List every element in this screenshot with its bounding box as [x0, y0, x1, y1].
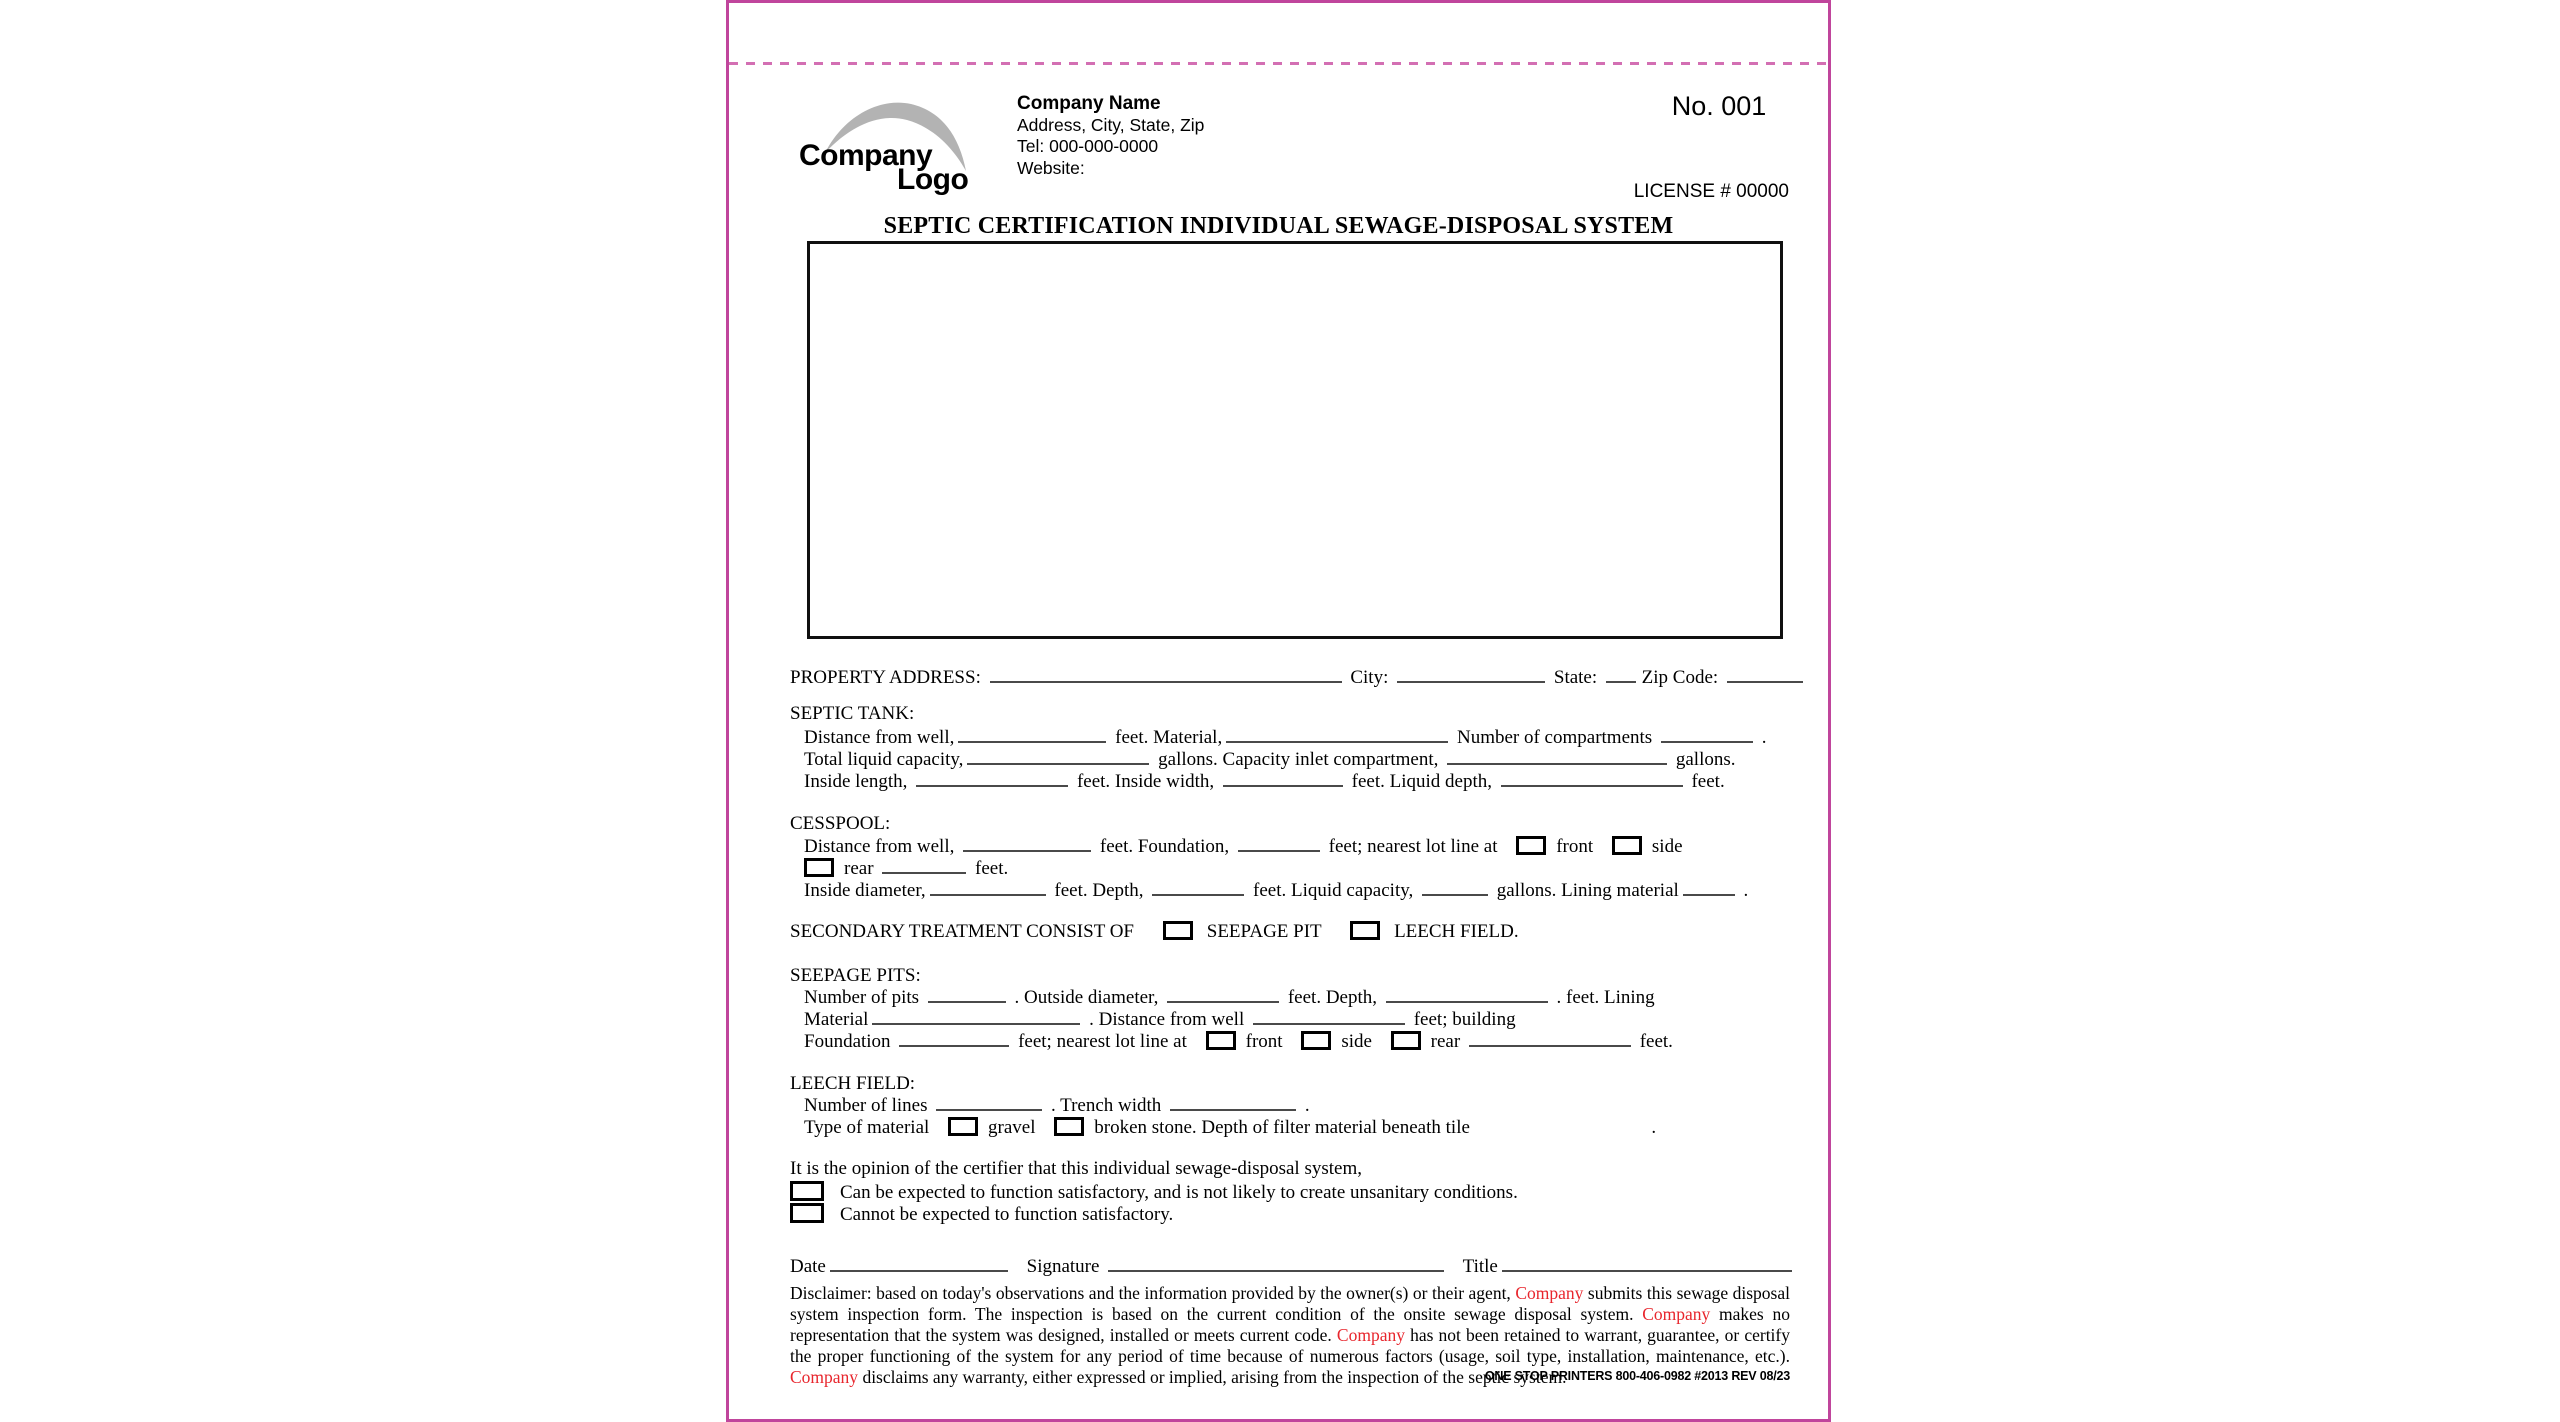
distance-from-well-blank[interactable]: [963, 837, 1091, 852]
form-title: SEPTIC CERTIFICATION INDIVIDUAL SEWAGE-DISPOSAL SYSTEM: [883, 213, 1674, 239]
rear-label: rear: [1430, 1031, 1461, 1052]
label: feet. Material,: [1115, 727, 1223, 748]
disclaimer-text: disclaims any warranty, either expressed or implied, arising from the inspection of the septic system.: [858, 1367, 1567, 1387]
front-label: front: [1556, 836, 1594, 857]
label: Number of compartments: [1456, 727, 1653, 748]
label: feet. Liquid capacity,: [1253, 880, 1414, 901]
septic-tank-line-2: [804, 749, 1736, 771]
leech-field-checkbox[interactable]: [1350, 921, 1380, 940]
label: Type of material: [804, 1117, 930, 1138]
label: feet. Inside width,: [1076, 771, 1215, 792]
septic-tank-line-3: [804, 771, 1725, 793]
secondary-treatment-line: [790, 921, 1519, 943]
seepage-pits-line-3: [804, 1031, 1673, 1053]
liquid-depth-blank[interactable]: [1501, 772, 1683, 787]
company-logo-text-top: Company: [799, 139, 933, 172]
label: feet. Liquid depth,: [1351, 771, 1492, 792]
label: .: [1304, 1095, 1310, 1116]
signature-label: Signature: [1026, 1256, 1100, 1277]
label: .: [1761, 727, 1767, 748]
label: Foundation: [804, 1031, 891, 1052]
distance-from-well-blank[interactable]: [958, 728, 1106, 743]
document-number: No. 001: [1671, 91, 1767, 121]
label: Material: [804, 1009, 869, 1030]
label: gallons.: [1675, 749, 1736, 770]
date-label: Date: [790, 1256, 826, 1277]
label: . Outside diameter,: [1014, 987, 1159, 1008]
label: feet; building: [1413, 1009, 1516, 1030]
cesspool-heading: CESSPOOL:: [790, 813, 891, 834]
rear-checkbox[interactable]: [804, 858, 834, 877]
liquid-capacity-blank[interactable]: [1422, 881, 1488, 896]
company-tel: Tel: 000-000-0000: [1017, 136, 1159, 156]
company-red-text: Company: [1642, 1304, 1711, 1324]
city-blank[interactable]: [1397, 668, 1545, 683]
outside-diameter-blank[interactable]: [1167, 988, 1279, 1003]
side-label: side: [1341, 1031, 1372, 1052]
rear-label: rear: [844, 858, 874, 879]
inside-diameter-blank[interactable]: [930, 881, 1046, 896]
label: Number of pits: [804, 987, 920, 1008]
company-logo-text-bottom: Logo: [897, 163, 969, 196]
capacity-inlet-blank[interactable]: [1447, 750, 1667, 765]
label: . feet. Lining: [1556, 987, 1655, 1008]
opinion-option-can: [790, 1181, 1518, 1204]
cesspool-line-1: [804, 836, 1683, 858]
number-of-lines-blank[interactable]: [936, 1096, 1042, 1111]
printer-info: ONE STOP PRINTERS 800-406-0982 #2013 REV 08/23: [1484, 1369, 1790, 1383]
can-function-label: Can be expected to function satisfactory, and is not likely to create unsanitary conditions.: [840, 1182, 1518, 1203]
number-of-pits-blank[interactable]: [928, 988, 1006, 1003]
disclaimer-text: has not been retained to warrant, guarantee, or certify the proper functioning of the system for any period of time because of numerous factors (usage, soil type, installation, maintenance, etc.).: [790, 1325, 1790, 1366]
opinion-option-cannot: [790, 1203, 1173, 1226]
seepage-pits-heading: SEEPAGE PITS:: [790, 965, 921, 986]
label: feet; nearest lot line at: [1328, 836, 1498, 857]
can-function-checkbox[interactable]: [790, 1181, 824, 1201]
side-label: side: [1651, 836, 1683, 857]
filter-depth-blank[interactable]: [1475, 1123, 1647, 1133]
perforation-dashed-line: [729, 62, 1828, 65]
company-red-text: Company: [1336, 1325, 1405, 1345]
label: Total liquid capacity,: [804, 749, 964, 770]
lining-material-blank[interactable]: [872, 1010, 1080, 1025]
secondary-treatment-label: SECONDARY TREATMENT CONSIST OF: [790, 921, 1134, 942]
label: . Trench width: [1050, 1095, 1162, 1116]
rear-feet-blank[interactable]: [1469, 1032, 1631, 1047]
label: Distance from well,: [804, 836, 955, 857]
rear-feet-blank[interactable]: [882, 859, 966, 874]
septic-tank-line-1: [804, 727, 1766, 749]
seepage-pit-label: SEEPAGE PIT: [1206, 921, 1322, 942]
label: feet.: [1691, 771, 1725, 792]
depth-blank[interactable]: [1152, 881, 1244, 896]
gravel-label: gravel: [988, 1117, 1036, 1138]
state-blank[interactable]: [1606, 668, 1636, 683]
total-liquid-capacity-blank[interactable]: [967, 750, 1149, 765]
seepage-pit-checkbox[interactable]: [1163, 921, 1193, 940]
distance-from-well-blank[interactable]: [1253, 1010, 1405, 1025]
title-label: Title: [1462, 1256, 1498, 1277]
company-address: Address, City, State, Zip: [1017, 114, 1205, 135]
company-red-text: Company: [1515, 1283, 1584, 1303]
sketch-area-box[interactable]: [807, 241, 1783, 639]
label: .: [1651, 1117, 1657, 1138]
cannot-function-label: Cannot be expected to function satisfactory.: [840, 1204, 1174, 1225]
rear-checkbox[interactable]: [1391, 1031, 1421, 1050]
title-blank[interactable]: [1502, 1257, 1792, 1272]
label: Inside length,: [804, 771, 908, 792]
label: Number of lines: [804, 1095, 928, 1116]
front-checkbox[interactable]: [1206, 1031, 1236, 1050]
seepage-pits-line-1: [804, 987, 1655, 1009]
label: feet. Depth,: [1054, 880, 1144, 901]
label: . Distance from well: [1089, 1009, 1245, 1030]
side-checkbox[interactable]: [1301, 1031, 1331, 1050]
trench-width-blank[interactable]: [1170, 1096, 1296, 1111]
label: Distance from well,: [804, 727, 955, 748]
disclaimer-text: submits this sewage disposal system inspection form. The inspection is based on the current condition of the onsite sewage disposal system.: [790, 1283, 1790, 1324]
septic-tank-heading: SEPTIC TANK:: [790, 703, 915, 724]
signature-row: [790, 1256, 1796, 1278]
date-blank[interactable]: [830, 1257, 1008, 1272]
cannot-function-checkbox[interactable]: [790, 1203, 824, 1223]
leech-field-line-2: [804, 1117, 1656, 1139]
label: gallons. Lining material: [1496, 880, 1679, 901]
foundation-blank[interactable]: [899, 1032, 1009, 1047]
label: feet; nearest lot line at: [1018, 1031, 1187, 1052]
broken-stone-label: broken stone. Depth of filter material beneath tile: [1094, 1117, 1470, 1138]
label: feet. Foundation,: [1099, 836, 1230, 857]
side-checkbox[interactable]: [1612, 836, 1642, 855]
inside-width-blank[interactable]: [1223, 772, 1343, 787]
lining-material-blank[interactable]: [1683, 881, 1735, 896]
label: gallons. Capacity inlet compartment,: [1158, 749, 1439, 770]
label: feet. Depth,: [1287, 987, 1378, 1008]
city-label: City:: [1350, 667, 1389, 688]
zip-blank[interactable]: [1727, 668, 1803, 683]
company-website: Website:: [1017, 157, 1085, 178]
front-checkbox[interactable]: [1516, 836, 1546, 855]
property-address-label: PROPERTY ADDRESS:: [790, 667, 981, 688]
property-address-line: [790, 667, 1807, 689]
label: feet.: [975, 858, 1009, 879]
opinion-intro: It is the opinion of the certifier that this individual sewage-disposal system,: [790, 1158, 1362, 1179]
company-name: Company Name: [1017, 93, 1161, 114]
gravel-checkbox[interactable]: [948, 1117, 978, 1136]
compartments-blank[interactable]: [1661, 728, 1753, 743]
signature-blank[interactable]: [1108, 1257, 1444, 1272]
label: feet.: [1639, 1031, 1673, 1052]
depth-blank[interactable]: [1386, 988, 1548, 1003]
zip-label: Zip Code:: [1641, 667, 1719, 688]
leech-field-label: LEECH FIELD.: [1394, 921, 1519, 942]
inside-length-blank[interactable]: [916, 772, 1068, 787]
state-label: State:: [1553, 667, 1598, 688]
label: Inside diameter,: [804, 880, 926, 901]
seepage-pits-line-2: [804, 1009, 1516, 1031]
cesspool-line-3: [804, 880, 1748, 902]
disclaimer-text: Disclaimer: based on today's observations and the information provided by the owner(s) or their agent,: [790, 1283, 1516, 1303]
property-address-blank[interactable]: [990, 668, 1342, 683]
material-blank[interactable]: [1226, 728, 1448, 743]
company-info-block: [1017, 93, 1204, 179]
leech-field-line-1: [804, 1095, 1310, 1117]
disclaimer-text: makes no representation that the system was designed, installed or meets current code.: [790, 1304, 1790, 1345]
broken-stone-checkbox[interactable]: [1054, 1117, 1084, 1136]
company-red-text: Company: [790, 1367, 859, 1387]
septic-certification-form: [726, 0, 1831, 1422]
leech-field-heading: LEECH FIELD:: [790, 1073, 916, 1094]
license-number: LICENSE # 00000: [1633, 181, 1789, 202]
foundation-blank[interactable]: [1238, 837, 1320, 852]
label: .: [1743, 880, 1749, 901]
cesspool-line-2: [804, 858, 1008, 880]
front-label: front: [1245, 1031, 1283, 1052]
